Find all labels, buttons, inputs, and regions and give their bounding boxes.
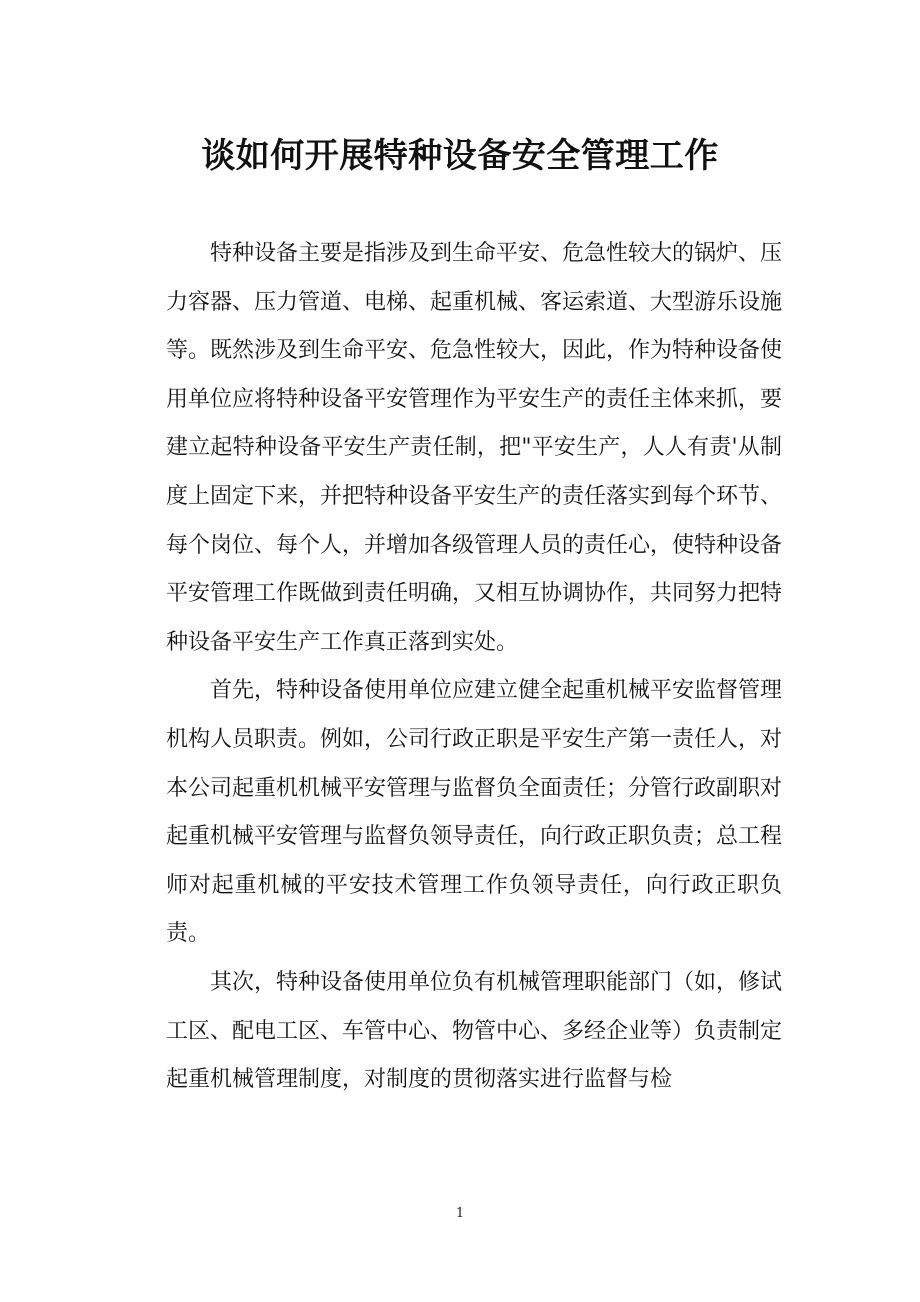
paragraph-intro: 特种设备主要是指涉及到生命平安、危急性较大的锅炉、压力容器、压力管道、电梯、起重机械、客运索道、大型游乐设施等。既然涉及到生命平安、危急性较大，因此，作为特种设备使用单位应将特种设备平安管理作为平安生产的责任主体来抓，要建立起特种设备平安生产责任制，把"平安生产，人人有责'从制度上固定下来，并把特种设备平安生产的责任落实到每个环节、每个岗位、每个人，并增加各级管理人员的责任心，使特种设备平安管理工作既做到责任明确，又相互协调协作，共同努力把特种设备平安生产工作真正落到实处。 [166, 241, 783, 655]
paragraph-first: 首先，特种设备使用单位应建立健全起重机械平安监督管理机构人员职责。例如，公司行政正职是平安生产第一责任人，对本公司起重机机械平安管理与监督负全面责任；分管行政副职对起重机械平安管理与监督负领导责任，向行政正职负责；总工程师对起重机械的平安技术管理工作负领导责任，向行政正职负责。 [166, 678, 783, 947]
document-title: 谈如何开展特种设备安全管理工作 [201, 136, 719, 176]
paragraph-second: 其次，特种设备使用单位负有机械管理职能部门（如，修试工区、配电工区、车管中心、物管中心、多经企业等）负责制定起重机械管理制度，对制度的贯彻落实进行监督与检 [166, 969, 783, 1093]
document-body [166, 230, 782, 1105]
page-number: 1 [455, 1206, 465, 1221]
